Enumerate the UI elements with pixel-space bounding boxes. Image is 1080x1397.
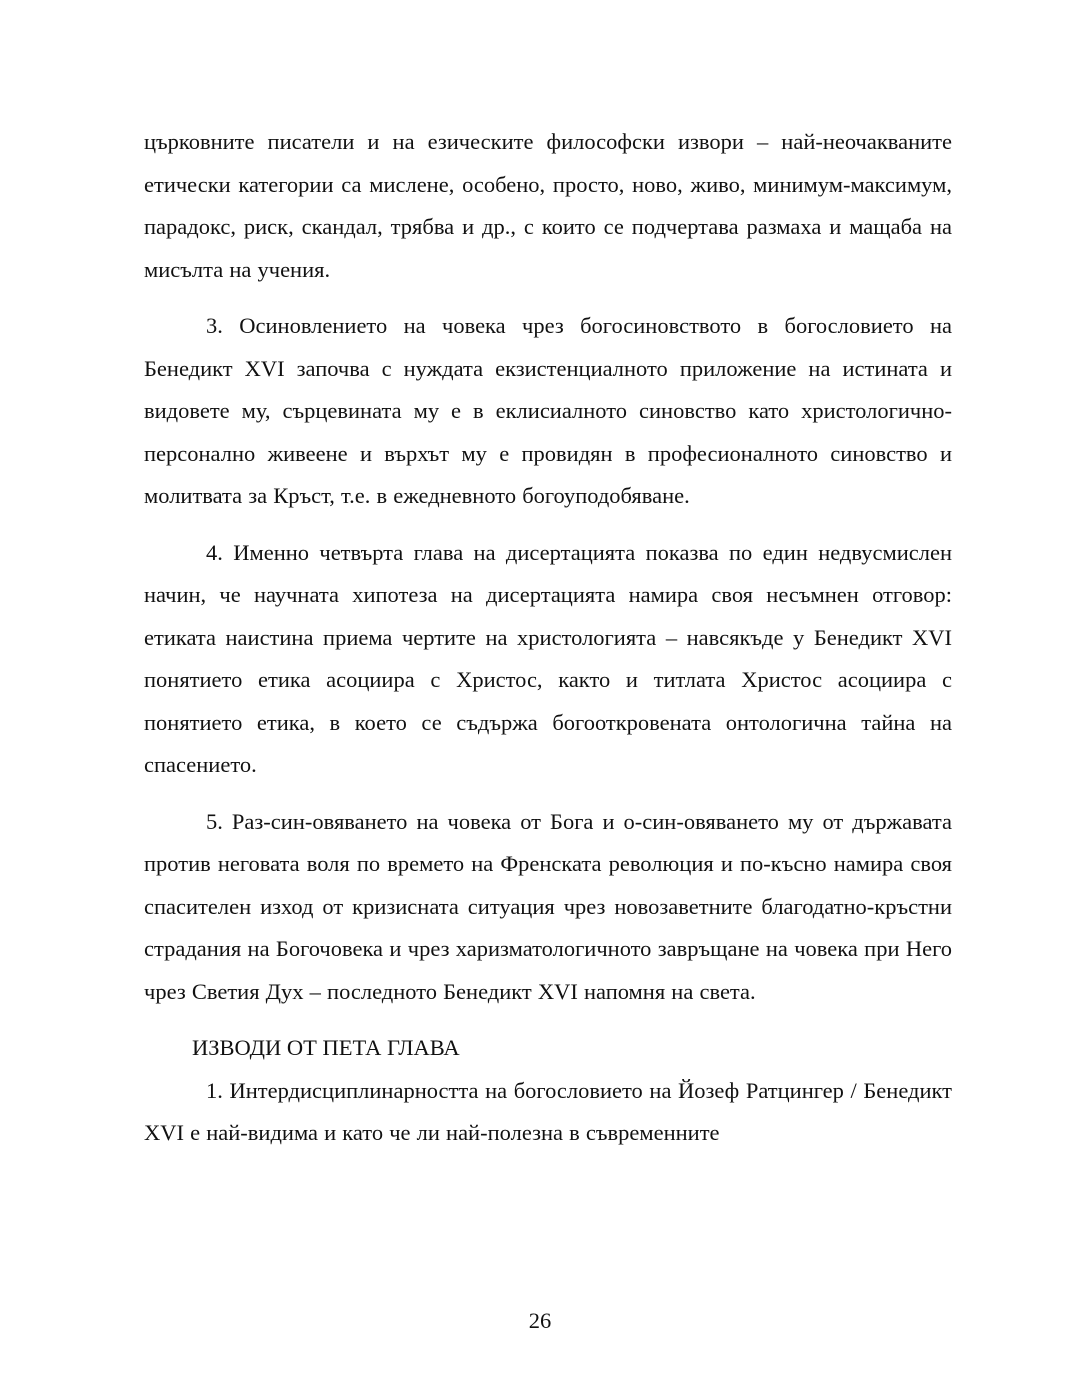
page-body <box>144 121 952 1155</box>
paragraph-point-4: 4. Именно четвърта глава на дисертацията показва по един недвусмислен начин, че научната хипотеза на дисертацията намира своя несъмнен отговор: етиката наистина приема чертите на христологията – навсякъде у Бенедикт XVI понятието етика асоциира с Христос, както и титлата Христос асоциира с понятието етика, в което се съдържа богооткровената онтологична тайна на спасението. <box>144 539 952 777</box>
paragraph-point-5: 5. Раз-син-овяването на човека от Бога и о-син-овяването му от държавата против неговата воля по времето на Френската революция и по-късно намира своя спасителен изход от кризисната ситуация чрез новозаветните благодатно-кръстни страдания на Богочовека и чрез харизматологичното завръщане на човека при Него чрез Светия Дух – последното Бенедикт XVI напомня на света. <box>144 808 952 1004</box>
paragraph-conclusion-1: 1. Интердисциплинарността на богословието на Йозеф Ратцингер / Бенедикт XVI е най-видима и като че ли най-полезна в съвременните <box>144 1077 952 1145</box>
paragraph-point-3: 3. Осиновлението на човека чрез богосиновството в богословието на Бенедикт XVI започва с нуждата екзистенциалното приложение на истината и видовете му, сърцевината му е в еклисиалното синовство като христологично-персонално живеене и върхът му е провидян в професионалното синовство и молитвата за Кръст, т.е. в ежедневното богоуподобяване. <box>144 313 952 508</box>
page-number: 26 <box>528 1308 552 1333</box>
paragraph-continuation: църковните писатели и на езическите философски извори – най-неочакваните етически категории са мислене, особено, просто, ново, живо, минимум-максимум, парадокс, риск, скандал, трябва и др., с които се подчертава размаха и мащаба на мисълта на учения. <box>144 129 952 282</box>
section-heading: ИЗВОДИ ОТ ПЕТА ГЛАВА <box>192 1035 460 1060</box>
